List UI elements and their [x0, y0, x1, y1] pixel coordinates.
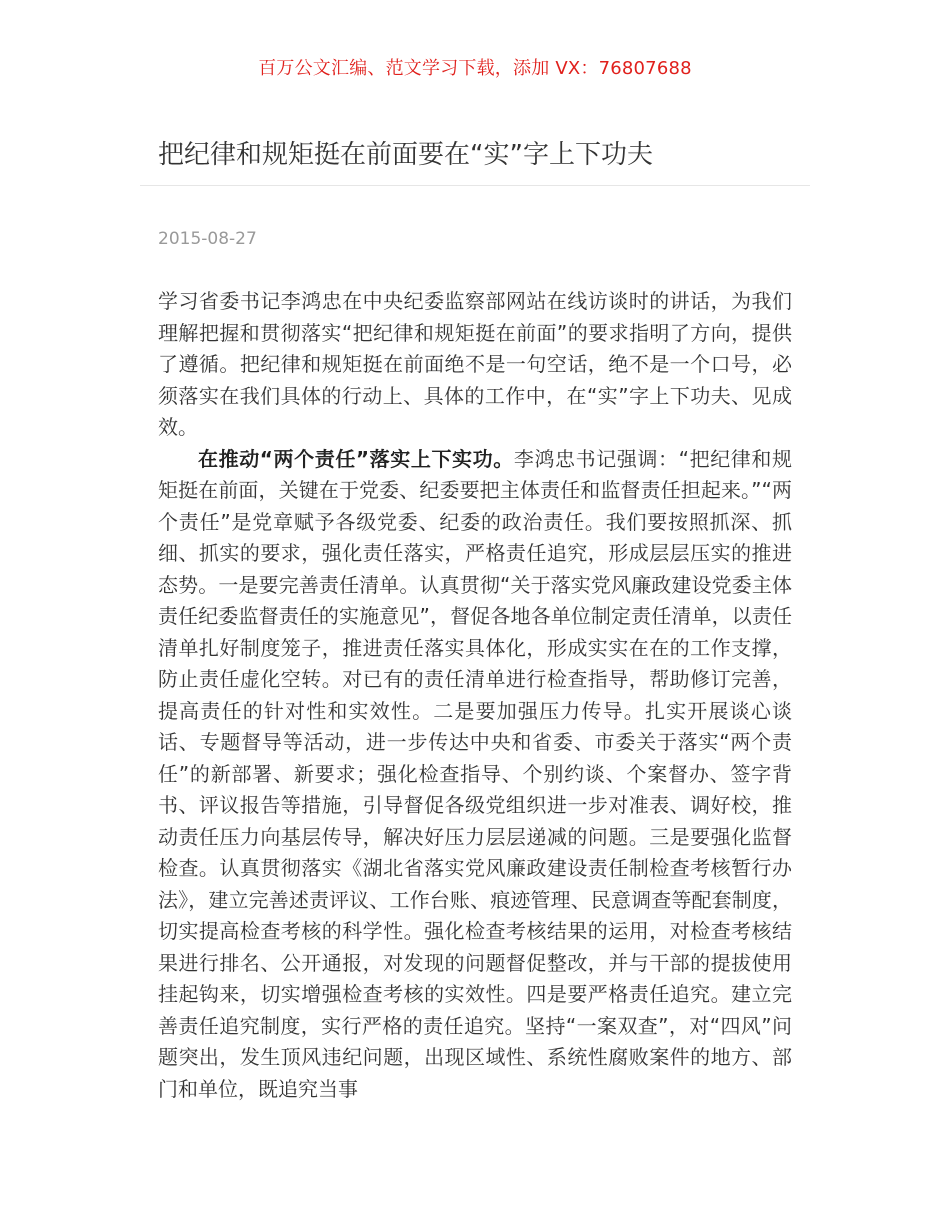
paragraph-intro	[158, 286, 792, 444]
paragraph-text: 学习省委书记李鸿忠在中央纪委监察部网站在线访谈时的讲话，为我们理解把握和贯彻落实“把纪律和规矩挺在前面”的要求指明了方向，提供了遵循。把纪律和规矩挺在前面绝不是一句空话，绝不是一个口号，必须落实在我们具体的行动上、具体的工作中，在“实”字上下功夫、见成效。	[158, 289, 792, 439]
paragraph-lead: 在推动“两个责任”落实上下实功。	[198, 446, 514, 471]
paragraph-responsibility	[158, 444, 792, 1106]
article-title: 把纪律和规矩挺在前面要在“实”字上下功夫	[158, 140, 653, 170]
publish-date: 2015-08-27	[158, 229, 257, 249]
title-divider	[140, 185, 810, 186]
article-body	[158, 286, 792, 1105]
paragraph-text: 李鸿忠书记强调：“把纪律和规矩挺在前面，关键在于党委、纪委要把主体责任和监督责任担起来。”“两个责任”是党章赋予各级党委、纪委的政治责任。我们要按照抓深、抓细、抓实的要求，强化责任落实，严格责任追究，形成层层压实的推进态势。一是要完善责任清单。认真贯彻“关于落实党风廉政建设党委主体责任纪委监督责任的实施意见”，督促各地各单位制定责任清单，以责任清单扎好制度笼子，推进责任落实具体化，形成实实在在的工作支撑，防止责任虚化空转。对已有的责任清单进行检查指导，帮助修订完善，提高责任的针对性和实效性。二是要加强压力传导。扎实开展谈心谈话、专题督导等活动，进一步传达中央和省委、市委关于落实“两个责任”的新部署、新要求；强化检查指导、个别约谈、个案督办、签字背书、评议报告等措施，引导督促各级党组织进一步对准表、调好校，推动责任压力向基层传导，解决好压力层层递减的问题。三是要强化监督检查。认真贯彻落实《湖北省落实党风廉政建设责任制检查考核暂行办法》，建立完善述责评议、工作台账、痕迹管理、民意调查等配套制度，切实提高检查考核的科学性。强化检查考核结果的运用，对检查考核结果进行排名、公开通报，对发现的问题督促整改，并与干部的提拔使用挂起钩来，切实增强检查考核的实效性。四是要严格责任追究。建立完善责任追究制度，实行严格的责任追究。坚持“一案双查”，对“四风”问题突出，发生顶风违纪问题，出现区域性、系统性腐败案件的地方、部门和单位，既追究当事	[158, 446, 792, 1101]
promo-banner: 百万公文汇编、范文学习下载，添加 VX：76807688	[258, 58, 692, 79]
